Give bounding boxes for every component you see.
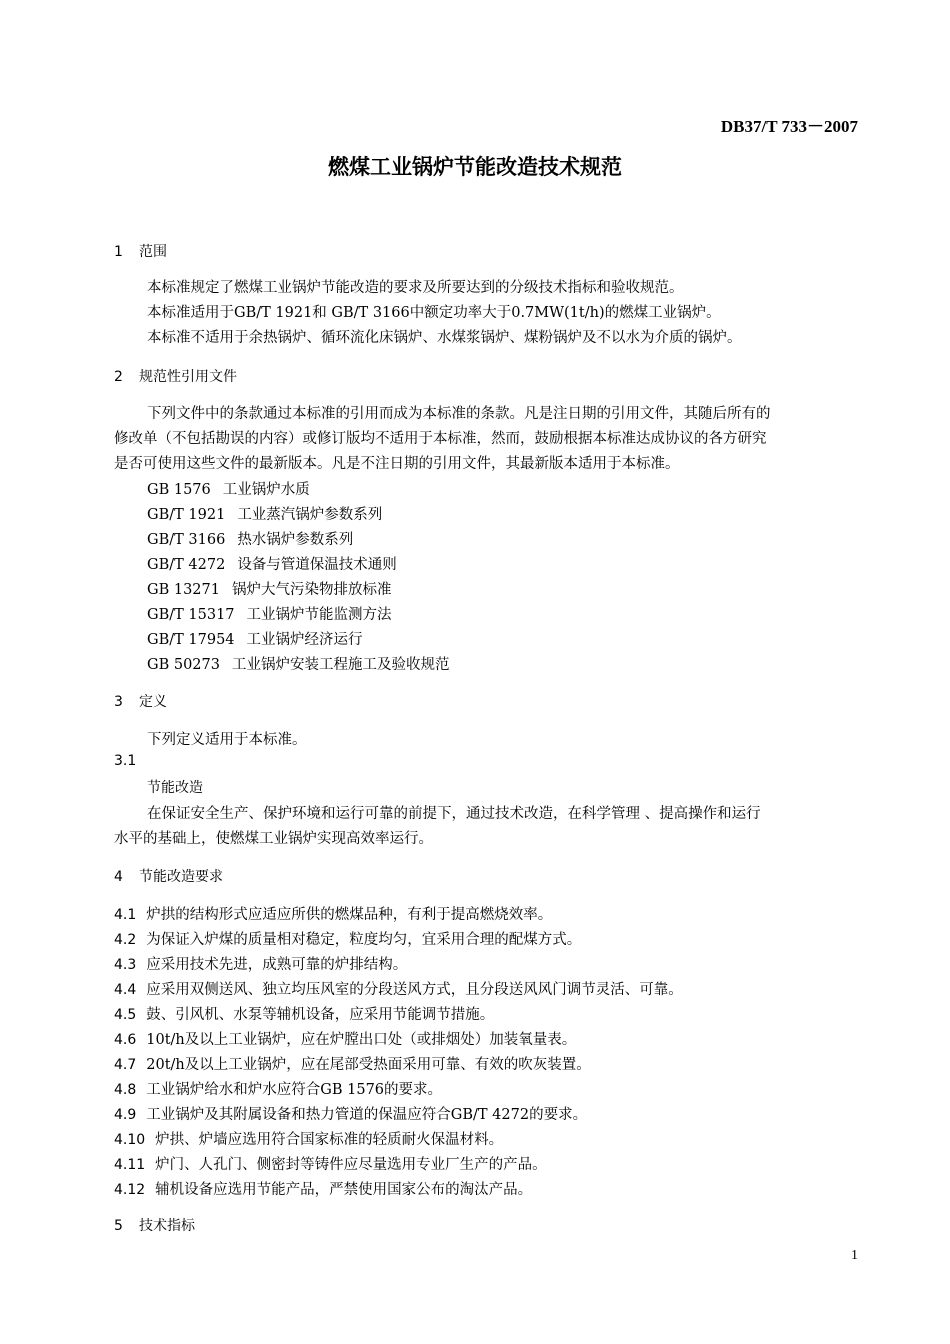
item-text: 为保证入炉煤的质量相对稳定，粒度均匀，宜采用合理的配煤方式。 (146, 932, 582, 948)
reference-code: GB/T 4272 (147, 557, 226, 573)
reference-name: 锅炉大气污染物排放标准 (231, 582, 392, 598)
reference-name: 工业锅炉节能监测方法 (246, 607, 392, 623)
item-number: 4.5 (114, 1007, 137, 1023)
section-title: 节能改造要求 (139, 869, 223, 885)
reference-item (147, 553, 397, 574)
section-title: 规范性引用文件 (139, 369, 237, 385)
item-text: 应采用技术先进，成熟可靠的炉排结构。 (146, 957, 408, 973)
item-text: 炉拱的结构形式应适应所供的燃煤品种，有利于提高燃烧效率。 (146, 907, 553, 923)
item-number: 4.7 (114, 1057, 137, 1073)
reference-name: 工业蒸汽锅炉参数系列 (237, 507, 383, 523)
reference-item (147, 478, 310, 499)
requirement-item (114, 1028, 576, 1049)
reference-code: GB/T 3166 (147, 532, 226, 548)
section-number: 4 (114, 869, 123, 885)
reference-item (147, 628, 363, 649)
section-number: 3 (114, 694, 123, 710)
term-title: 节能改造 (147, 780, 203, 796)
item-number: 4.9 (114, 1107, 137, 1123)
definition-line: 水平的基础上，使燃煤工业锅炉实现高效率运行。 (114, 831, 433, 847)
requirement-item (114, 1128, 503, 1149)
requirement-item (114, 1178, 532, 1199)
paragraph: 本标准规定了燃煤工业锅炉节能改造的要求及所要达到的分级技术指标和验收规范。 (147, 280, 684, 296)
item-number: 4.12 (114, 1182, 146, 1198)
item-number: 4.10 (114, 1132, 146, 1148)
item-text: 20t/h及以上工业锅炉，应在尾部受热面采用可靠、有效的吹灰装置。 (146, 1057, 591, 1073)
section-title: 定义 (139, 694, 167, 710)
paragraph-line: 是否可使用这些文件的最新版本。凡是不注日期的引用文件，其最新版本适用于本标准。 (114, 456, 680, 472)
requirement-item (114, 903, 552, 924)
requirement-item (114, 1003, 494, 1024)
item-number: 4.8 (114, 1082, 137, 1098)
requirement-item (114, 1103, 587, 1124)
reference-item (147, 528, 353, 549)
item-text: 工业锅炉给水和炉水应符合GB 1576的要求。 (146, 1082, 443, 1098)
requirement-item (114, 1153, 547, 1174)
item-text: 鼓、引风机、水泵等辅机设备，应采用节能调节措施。 (146, 1007, 495, 1023)
item-text: 辅机设备应选用节能产品，严禁使用国家公布的淘汰产品。 (155, 1182, 533, 1198)
reference-code: GB 50273 (147, 657, 220, 673)
definition-line: 在保证安全生产、保护环境和运行可靠的前提下，通过技术改造，在科学管理 、提高操作和运行 (147, 806, 761, 822)
paragraph-line: 下列文件中的条款通过本标准的引用而成为本标准的条款。凡是注日期的引用文件，其随后所有的 (147, 406, 771, 422)
item-number: 4.3 (114, 957, 137, 973)
item-text: 工业锅炉及其附属设备和热力管道的保温应符合GB/T 4272的要求。 (146, 1107, 588, 1123)
reference-item (147, 578, 391, 599)
paragraph: 本标准适用于GB/T 1921和 GB/T 3166中额定功率大于0.7MW(1t/h)的燃煤工业锅炉。 (147, 305, 721, 321)
document-title: 燃煤工业锅炉节能改造技术规范 (328, 155, 622, 179)
subsection-number: 3.1 (114, 753, 137, 769)
requirement-item (114, 1078, 442, 1099)
item-text: 炉拱、炉墙应选用符合国家标准的轻质耐火保温材料。 (155, 1132, 504, 1148)
reference-item (147, 503, 382, 524)
section-3-heading (114, 691, 167, 711)
standard-number: DB37/T 733－2007 (720, 117, 858, 136)
section-number: 5 (114, 1218, 123, 1234)
paragraph: 本标准不适用于余热锅炉、循环流化床锅炉、水煤浆锅炉、煤粉锅炉及不以水为介质的锅炉。 (147, 330, 742, 346)
reference-code: GB 1576 (147, 482, 211, 498)
reference-item (147, 603, 392, 624)
section-number: 1 (114, 244, 123, 260)
reference-name: 设备与管道保温技术通则 (237, 557, 397, 573)
section-title: 技术指标 (139, 1218, 195, 1234)
requirement-item (114, 978, 683, 999)
item-number: 4.4 (114, 982, 137, 998)
paragraph-line: 修改单（不包括勘误的内容）或修订版均不适用于本标准，然而，鼓励根据本标准达成协议的各方研究 (114, 431, 767, 447)
section-4-heading (114, 866, 223, 886)
item-number: 4.1 (114, 907, 137, 923)
reference-name: 热水锅炉参数系列 (237, 532, 354, 548)
requirement-item (114, 1053, 591, 1074)
reference-code: GB/T 17954 (147, 632, 235, 648)
item-number: 4.6 (114, 1032, 137, 1048)
reference-name: 工业锅炉安装工程施工及验收规范 (231, 657, 450, 673)
section-number: 2 (114, 369, 123, 385)
section-1-heading (114, 241, 167, 261)
reference-code: GB/T 1921 (147, 507, 226, 523)
requirement-item (114, 928, 581, 949)
item-text: 10t/h及以上工业锅炉，应在炉膛出口处（或排烟处）加装氧量表。 (146, 1032, 577, 1048)
section-5-heading (114, 1215, 195, 1235)
item-number: 4.11 (114, 1157, 146, 1173)
item-text: 应采用双侧送风、独立均压风室的分段送风方式，且分段送风风门调节灵活、可靠。 (146, 982, 683, 998)
requirement-item (114, 953, 407, 974)
item-number: 4.2 (114, 932, 137, 948)
paragraph: 下列定义适用于本标准。 (147, 732, 307, 748)
reference-item (147, 653, 449, 674)
reference-code: GB 13271 (147, 582, 220, 598)
reference-name: 工业锅炉经济运行 (246, 632, 363, 648)
reference-name: 工业锅炉水质 (222, 482, 310, 498)
section-2-heading (114, 366, 237, 386)
item-text: 炉门、人孔门、侧密封等铸件应尽量选用专业厂生产的产品。 (155, 1157, 547, 1173)
page-number: 1 (851, 1248, 858, 1263)
section-title: 范围 (139, 244, 167, 260)
reference-code: GB/T 15317 (147, 607, 235, 623)
